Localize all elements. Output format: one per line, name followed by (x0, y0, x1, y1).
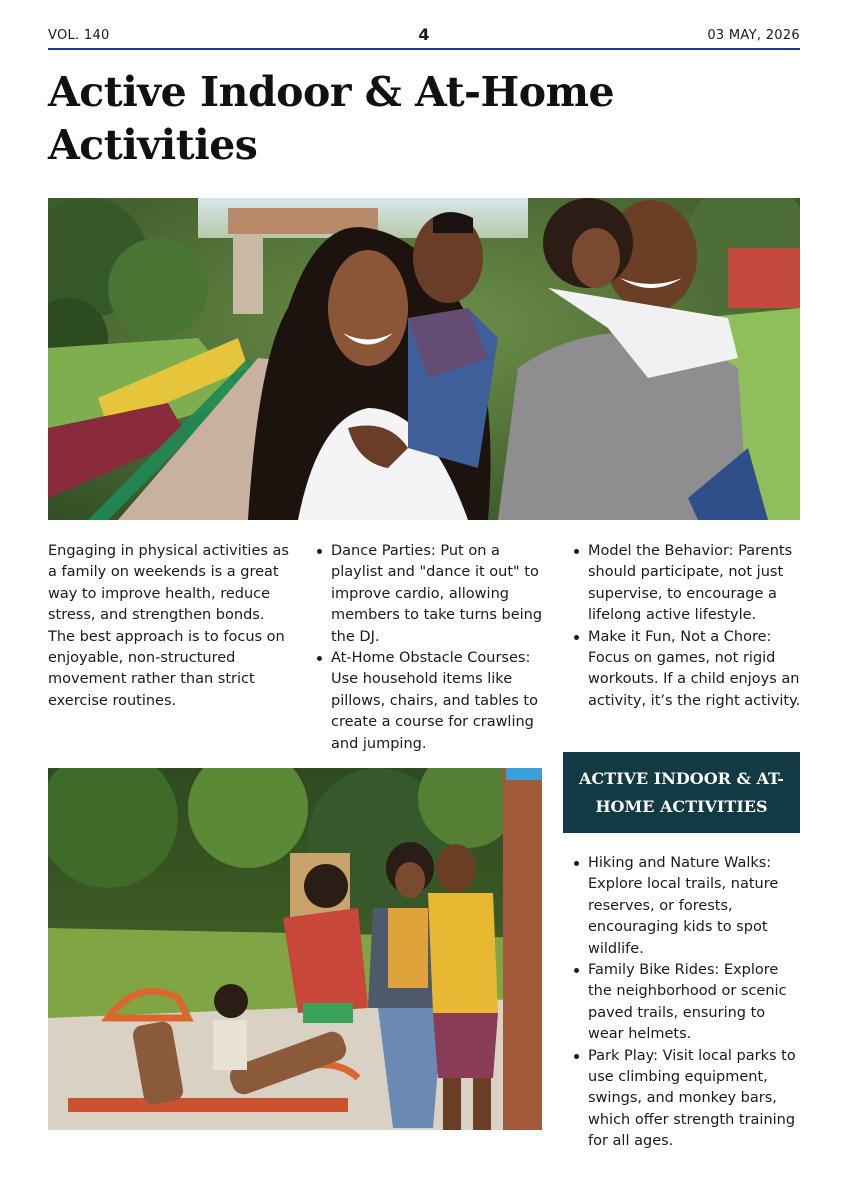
family-playground-photo (48, 768, 542, 1130)
list-item: At-Home Obstacle Courses: Use household items like pillows, chairs, and tables to create a course for crawling and jumping. (316, 648, 548, 755)
list-item: Dance Parties: Put on a playlist and "dance it out" to improve cardio, allowing members to take turns being the DJ. (316, 541, 548, 648)
volume-label: VOL. 140 (48, 28, 110, 43)
list-item: Hiking and Nature Walks: Explore local trails, nature reserves, or forests, encouraging kids to spot wildlife. (573, 853, 801, 960)
list-item: Model the Behavior: Parents should participate, not just supervise, to encourage a lifelong active lifestyle. (573, 541, 801, 627)
page-number: 4 (418, 25, 430, 44)
outdoor-list-column (573, 853, 801, 1153)
issue-date: 03 MAY, 2026 (707, 28, 800, 43)
page-title: Active Indoor & At-Home Activities (48, 68, 615, 169)
page-header (48, 24, 800, 50)
list-item: Family Bike Rides: Explore the neighborhood or scenic paved trails, ensuring to wear helmets. (573, 960, 801, 1046)
tips-list-column (573, 541, 801, 712)
list-item: Make it Fun, Not a Chore: Focus on games, not rigid workouts. If a child enjoys an activity, it’s the right activity. (573, 627, 801, 713)
indoor-list-column (316, 541, 548, 755)
indoor-activities-list (316, 541, 548, 755)
list-item: Park Play: Visit local parks to use climbing equipment, swings, and monkey bars, which offer strength training for all ages. (573, 1046, 801, 1153)
outdoor-activities-list (573, 853, 801, 1153)
tips-list (573, 541, 801, 712)
family-garden-photo (48, 198, 800, 520)
intro-paragraph: Engaging in physical activities as a family on weekends is a great way to improve health, reduce stress, and strengthen bonds. The best approach is to focus on enjoyable, non-structured movement rather than strict exercise routines. (48, 543, 289, 709)
section-heading-box: ACTIVE INDOOR & AT-HOME ACTIVITIES (563, 752, 800, 833)
